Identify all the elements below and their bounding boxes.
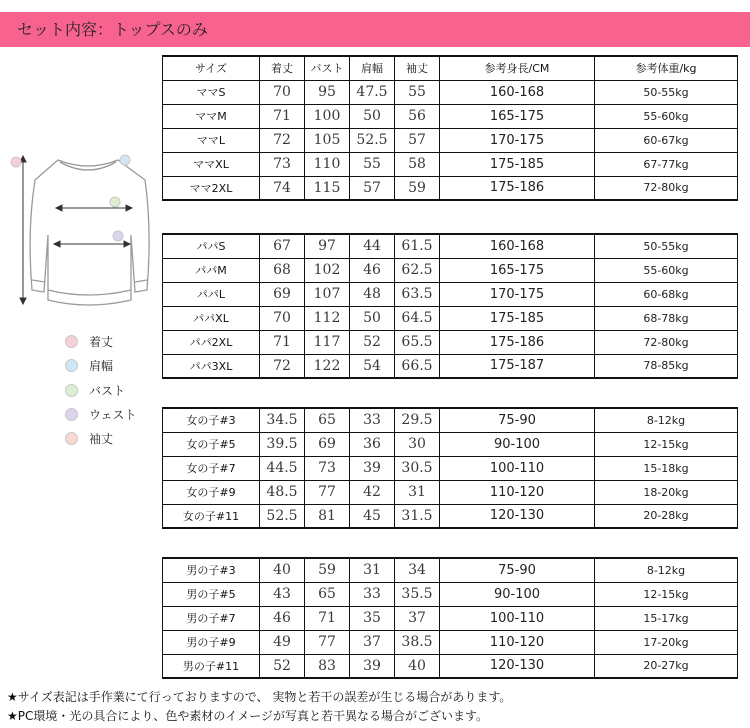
cell-weight: 8-12kg — [595, 558, 738, 582]
cell-bust: 97 — [305, 234, 350, 258]
cell-length: 48.5 — [260, 480, 305, 504]
cell-shoulder: 57 — [350, 176, 395, 200]
legend-label: バスト — [89, 383, 126, 398]
header-cell-shoulder: 肩幅 — [350, 56, 395, 80]
cell-height: 110-120 — [440, 630, 595, 654]
cell-bust: 73 — [305, 456, 350, 480]
cell-shoulder: 35 — [350, 606, 395, 630]
cell-sleeve: 31.5 — [395, 504, 440, 528]
note-color-disclaimer: ★PC環境・光の具合により、色や素材のイメージが写真と若干異なる場合がございます。 — [7, 709, 489, 723]
cell-weight: 67-77kg — [595, 152, 738, 176]
cell-height: 165-175 — [440, 258, 595, 282]
cell-weight: 17-20kg — [595, 630, 738, 654]
cell-weight: 55-60kg — [595, 258, 738, 282]
cell-sleeve: 37 — [395, 606, 440, 630]
cell-shoulder: 55 — [350, 152, 395, 176]
legend-item-shoulder — [65, 356, 113, 374]
cell-shoulder: 33 — [350, 408, 395, 432]
cell-size: 男の子#3 — [163, 558, 260, 582]
cell-shoulder: 52 — [350, 330, 395, 354]
cell-sleeve: 58 — [395, 152, 440, 176]
cell-weight: 60-68kg — [595, 282, 738, 306]
cell-bust: 59 — [305, 558, 350, 582]
cell-height: 100-110 — [440, 456, 595, 480]
cell-length: 34.5 — [260, 408, 305, 432]
cell-bust: 95 — [305, 80, 350, 104]
cell-weight: 12-15kg — [595, 432, 738, 456]
cell-bust: 117 — [305, 330, 350, 354]
cell-height: 165-175 — [440, 104, 595, 128]
cell-height: 160-168 — [440, 80, 595, 104]
cell-shoulder: 50 — [350, 104, 395, 128]
cell-height: 170-175 — [440, 128, 595, 152]
header-banner — [0, 12, 750, 47]
table-row — [163, 176, 738, 200]
cell-length: 70 — [260, 80, 305, 104]
cell-sleeve: 61.5 — [395, 234, 440, 258]
table-row — [163, 456, 738, 480]
cell-sleeve: 56 — [395, 104, 440, 128]
cell-bust: 107 — [305, 282, 350, 306]
cell-shoulder: 33 — [350, 582, 395, 606]
table-row — [163, 330, 738, 354]
cell-weight: 50-55kg — [595, 234, 738, 258]
cell-length: 39.5 — [260, 432, 305, 456]
table-row — [163, 234, 738, 258]
size-table-mama — [162, 55, 738, 201]
cell-weight: 68-78kg — [595, 306, 738, 330]
cell-sleeve: 31 — [395, 480, 440, 504]
cell-shoulder: 46 — [350, 258, 395, 282]
cell-size: パパS — [163, 234, 260, 258]
cell-shoulder: 39 — [350, 456, 395, 480]
cell-height: 100-110 — [440, 606, 595, 630]
size-table-boys — [162, 557, 738, 679]
cell-sleeve: 62.5 — [395, 258, 440, 282]
cell-height: 175-187 — [440, 354, 595, 378]
cell-bust: 81 — [305, 504, 350, 528]
cell-size: パパ3XL — [163, 354, 260, 378]
cell-length: 44.5 — [260, 456, 305, 480]
cell-height: 90-100 — [440, 432, 595, 456]
table-row — [163, 558, 738, 582]
cell-length: 72 — [260, 354, 305, 378]
cell-sleeve: 30.5 — [395, 456, 440, 480]
cell-bust: 69 — [305, 432, 350, 456]
cell-bust: 65 — [305, 582, 350, 606]
cell-bust: 110 — [305, 152, 350, 176]
table-row — [163, 258, 738, 282]
legend-dot-icon — [65, 432, 78, 445]
cell-shoulder: 48 — [350, 282, 395, 306]
cell-bust: 102 — [305, 258, 350, 282]
cell-weight: 15-18kg — [595, 456, 738, 480]
cell-length: 71 — [260, 330, 305, 354]
legend-label: 肩幅 — [89, 358, 114, 373]
cell-size: パパXL — [163, 306, 260, 330]
header-cell-length: 着丈 — [260, 56, 305, 80]
cell-bust: 65 — [305, 408, 350, 432]
cell-height: 175-186 — [440, 176, 595, 200]
cell-height: 175-185 — [440, 306, 595, 330]
header-cell-height: 参考身長/CM — [440, 56, 595, 80]
cell-size: パパL — [163, 282, 260, 306]
cell-weight: 55-60kg — [595, 104, 738, 128]
cell-length: 74 — [260, 176, 305, 200]
table-row — [163, 128, 738, 152]
cell-weight: 12-15kg — [595, 582, 738, 606]
cell-size: 男の子#7 — [163, 606, 260, 630]
cell-shoulder: 50 — [350, 306, 395, 330]
table-row — [163, 432, 738, 456]
cell-length: 70 — [260, 306, 305, 330]
cell-height: 160-168 — [440, 234, 595, 258]
cell-sleeve: 63.5 — [395, 282, 440, 306]
cell-bust: 112 — [305, 306, 350, 330]
cell-size: ママ2XL — [163, 176, 260, 200]
cell-size: 女の子#9 — [163, 480, 260, 504]
cell-length: 69 — [260, 282, 305, 306]
cell-sleeve: 30 — [395, 432, 440, 456]
legend-item-sleeve — [65, 429, 113, 447]
legend-label: ウェスト — [89, 407, 137, 422]
cell-height: 120-130 — [440, 504, 595, 528]
note-size-tolerance: ★サイズ表記は手作業にて行っておりますので、 実物と若干の誤差が生じる場合があります。 — [7, 690, 512, 704]
cell-length: 40 — [260, 558, 305, 582]
cell-sleeve: 64.5 — [395, 306, 440, 330]
cell-length: 68 — [260, 258, 305, 282]
cell-size: 女の子#11 — [163, 504, 260, 528]
cell-size: パパ2XL — [163, 330, 260, 354]
cell-sleeve: 59 — [395, 176, 440, 200]
cell-weight: 18-20kg — [595, 480, 738, 504]
notes — [7, 688, 511, 726]
cell-size: ママM — [163, 104, 260, 128]
cell-bust: 71 — [305, 606, 350, 630]
cell-shoulder: 42 — [350, 480, 395, 504]
cell-weight: 78-85kg — [595, 354, 738, 378]
cell-weight: 72-80kg — [595, 330, 738, 354]
table-row — [163, 152, 738, 176]
cell-length: 46 — [260, 606, 305, 630]
cell-sleeve: 38.5 — [395, 630, 440, 654]
cell-bust: 122 — [305, 354, 350, 378]
cell-height: 170-175 — [440, 282, 595, 306]
header-cell-weight: 参考体重/kg — [595, 56, 738, 80]
cell-size: ママS — [163, 80, 260, 104]
cell-size: 男の子#11 — [163, 654, 260, 678]
cell-height: 75-90 — [440, 408, 595, 432]
legend-dot-icon — [65, 359, 78, 372]
legend-dot-icon — [65, 384, 78, 397]
cell-length: 73 — [260, 152, 305, 176]
cell-shoulder: 44 — [350, 234, 395, 258]
cell-weight: 8-12kg — [595, 408, 738, 432]
cell-sleeve: 34 — [395, 558, 440, 582]
cell-height: 175-186 — [440, 330, 595, 354]
cell-length: 52.5 — [260, 504, 305, 528]
cell-shoulder: 54 — [350, 354, 395, 378]
cell-shoulder: 31 — [350, 558, 395, 582]
cell-size: 女の子#3 — [163, 408, 260, 432]
table-row — [163, 654, 738, 678]
table-row — [163, 630, 738, 654]
cell-size: 女の子#7 — [163, 456, 260, 480]
table-header-row — [163, 56, 738, 80]
cell-shoulder: 36 — [350, 432, 395, 456]
cell-sleeve: 40 — [395, 654, 440, 678]
cell-length: 71 — [260, 104, 305, 128]
legend-item-waist — [65, 405, 137, 423]
cell-weight: 15-17kg — [595, 606, 738, 630]
cell-shoulder: 39 — [350, 654, 395, 678]
table-row — [163, 104, 738, 128]
cell-bust: 115 — [305, 176, 350, 200]
table-row — [163, 408, 738, 432]
cell-shoulder: 45 — [350, 504, 395, 528]
size-table-papa — [162, 233, 738, 379]
table-row — [163, 282, 738, 306]
table-row — [163, 606, 738, 630]
page-title: セット内容：トップスのみ — [17, 20, 208, 39]
cell-size: 男の子#9 — [163, 630, 260, 654]
cell-shoulder: 47.5 — [350, 80, 395, 104]
cell-height: 90-100 — [440, 582, 595, 606]
cell-length: 52 — [260, 654, 305, 678]
cell-length: 67 — [260, 234, 305, 258]
table-row — [163, 354, 738, 378]
cell-size: 男の子#5 — [163, 582, 260, 606]
header-cell-bust: バスト — [305, 56, 350, 80]
cell-size: 女の子#5 — [163, 432, 260, 456]
cell-bust: 83 — [305, 654, 350, 678]
cell-size: パパM — [163, 258, 260, 282]
cell-bust: 77 — [305, 480, 350, 504]
cell-shoulder: 52.5 — [350, 128, 395, 152]
cell-weight: 20-27kg — [595, 654, 738, 678]
table-row — [163, 582, 738, 606]
cell-sleeve: 55 — [395, 80, 440, 104]
cell-height: 175-185 — [440, 152, 595, 176]
header-cell-sleeve: 袖丈 — [395, 56, 440, 80]
sweater-diagram — [0, 140, 160, 340]
cell-size: ママL — [163, 128, 260, 152]
cell-height: 110-120 — [440, 480, 595, 504]
legend-item-bust — [65, 381, 125, 399]
cell-bust: 105 — [305, 128, 350, 152]
legend-dot-icon — [65, 335, 78, 348]
cell-sleeve: 66.5 — [395, 354, 440, 378]
table-row — [163, 80, 738, 104]
cell-weight: 72-80kg — [595, 176, 738, 200]
table-row — [163, 306, 738, 330]
cell-sleeve: 35.5 — [395, 582, 440, 606]
cell-length: 43 — [260, 582, 305, 606]
legend-label: 着丈 — [89, 334, 114, 349]
cell-length: 72 — [260, 128, 305, 152]
cell-height: 75-90 — [440, 558, 595, 582]
cell-size: ママXL — [163, 152, 260, 176]
header-cell-size: サイズ — [163, 56, 260, 80]
table-row — [163, 480, 738, 504]
cell-sleeve: 29.5 — [395, 408, 440, 432]
cell-height: 120-130 — [440, 654, 595, 678]
cell-bust: 77 — [305, 630, 350, 654]
legend-item-length — [65, 332, 113, 350]
cell-shoulder: 37 — [350, 630, 395, 654]
size-table-girls — [162, 407, 738, 529]
legend-label: 袖丈 — [89, 431, 114, 446]
cell-bust: 100 — [305, 104, 350, 128]
cell-sleeve: 65.5 — [395, 330, 440, 354]
cell-weight: 60-67kg — [595, 128, 738, 152]
table-row — [163, 504, 738, 528]
cell-length: 49 — [260, 630, 305, 654]
cell-weight: 50-55kg — [595, 80, 738, 104]
cell-weight: 20-28kg — [595, 504, 738, 528]
cell-sleeve: 57 — [395, 128, 440, 152]
legend-dot-icon — [65, 408, 78, 421]
